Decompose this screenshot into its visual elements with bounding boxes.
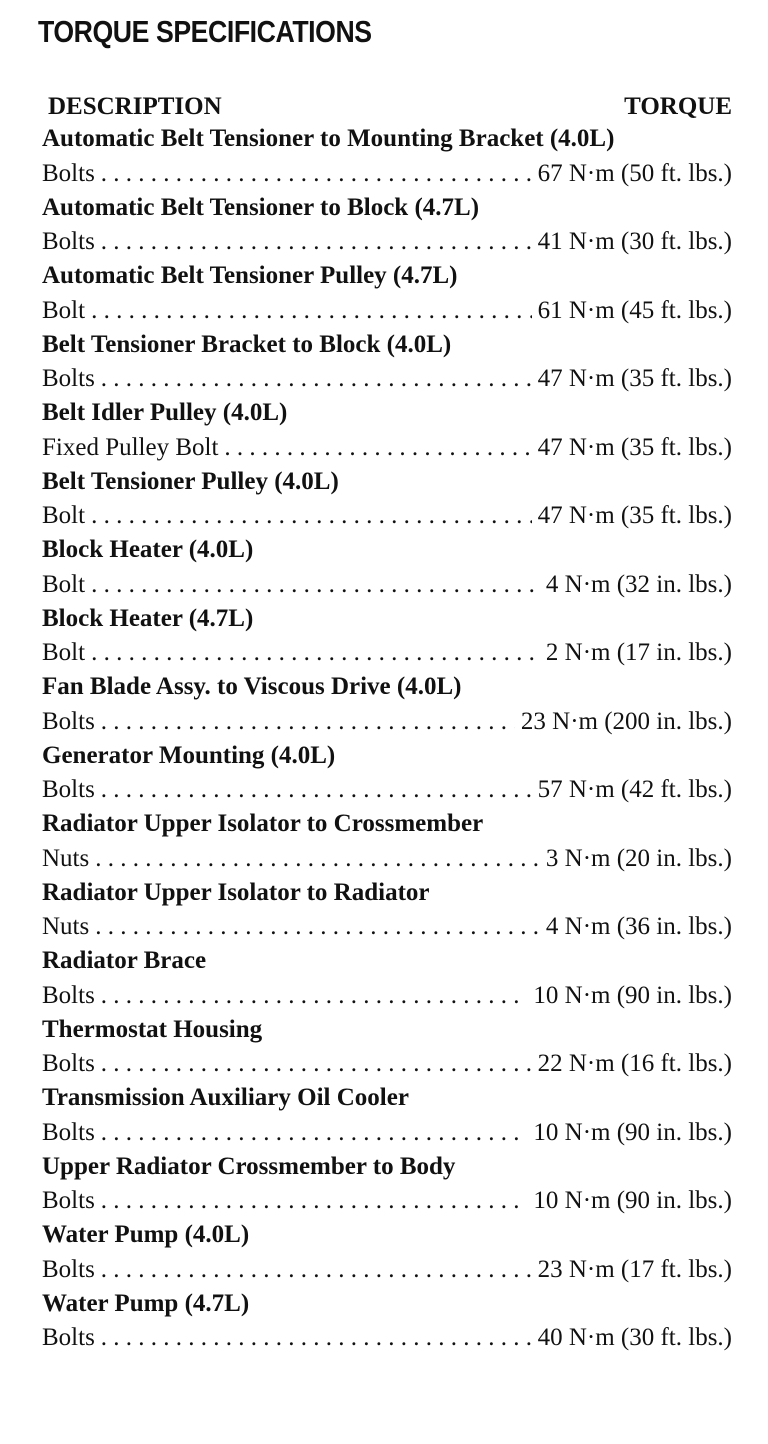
entry-torque-value: 23 N·m (200 in. lbs.) (520, 707, 732, 735)
dot-leader (101, 362, 532, 396)
dot-leader (91, 568, 540, 602)
entry-description: Radiator Upper Isolator to Crossmember (42, 810, 484, 837)
entry-description: Generator Mounting (4.0L) (42, 741, 336, 769)
entry-torque-value: 57 N·m (42 ft. lbs.) (537, 776, 732, 803)
spec-entry (42, 1150, 732, 1219)
entry-value-line (42, 1253, 732, 1287)
entry-value-line (42, 773, 732, 807)
entry-fastener: Bolts (42, 365, 95, 392)
entry-description: Water Pump (4.0L) (42, 1221, 250, 1248)
entry-value-line (42, 362, 732, 396)
spec-entry (42, 1218, 732, 1287)
entry-fastener: Bolt (42, 502, 86, 529)
dot-leader (101, 225, 532, 259)
dot-leader (101, 1116, 528, 1150)
dot-leader (91, 499, 532, 533)
page-title: TORQUE SPECIFICATIONS (38, 14, 372, 49)
entry-value-line (42, 910, 732, 944)
spec-entry (42, 1081, 732, 1150)
entry-fastener: Bolt (42, 639, 86, 666)
table-header (42, 92, 732, 122)
entry-fastener: Bolts (42, 1118, 95, 1146)
entry-value-line (42, 225, 732, 259)
entry-value-line (42, 1047, 732, 1081)
entry-fastener: Bolt (42, 296, 86, 324)
entry-fastener: Bolts (42, 1324, 95, 1351)
entry-description: Transmission Auxiliary Oil Cooler (42, 1084, 409, 1111)
entry-torque-value: 47 N·m (35 ft. lbs.) (537, 433, 732, 461)
spec-entry (42, 191, 732, 260)
spec-entry (42, 944, 732, 1013)
spec-entry (42, 670, 732, 739)
dot-leader (101, 1253, 532, 1287)
entry-value-line (42, 568, 732, 602)
spec-entry (42, 259, 732, 328)
spec-entry (42, 328, 732, 397)
entry-description: Block Heater (4.0L) (42, 536, 254, 563)
entry-torque-value: 10 N·m (90 in. lbs.) (533, 1187, 732, 1214)
entry-value-line (42, 499, 732, 533)
torque-spec-table (42, 92, 732, 1355)
entry-description: Belt Idler Pulley (4.0L) (42, 399, 288, 426)
dot-leader (101, 979, 528, 1013)
spec-entry (42, 122, 732, 191)
entry-description: Radiator Brace (42, 947, 207, 974)
dot-leader (101, 1184, 528, 1218)
dot-leader (95, 842, 540, 876)
entry-description: Automatic Belt Tensioner Pulley (4.7L) (42, 262, 458, 289)
entry-description: Water Pump (4.7L) (42, 1289, 250, 1317)
dot-leader (91, 294, 532, 328)
spec-entry (42, 739, 732, 808)
entry-description: Upper Radiator Crossmember to Body (42, 1152, 456, 1180)
entry-torque-value: 41 N·m (30 ft. lbs.) (537, 228, 732, 255)
entry-fastener: Bolts (42, 776, 95, 803)
entry-description: Radiator Upper Isolator to Radiator (42, 878, 430, 906)
entry-torque-value: 40 N·m (30 ft. lbs.) (537, 1324, 732, 1351)
dot-leader (101, 773, 532, 807)
entry-torque-value: 4 N·m (32 in. lbs.) (545, 570, 732, 598)
entry-torque-value: 47 N·m (35 ft. lbs.) (537, 365, 732, 392)
torque-column-header: TORQUE (624, 93, 732, 120)
entry-value-line (42, 1184, 732, 1218)
entry-value-line (42, 1116, 732, 1150)
entry-value-line (42, 294, 732, 328)
spec-entry (42, 396, 732, 465)
entry-description: Automatic Belt Tensioner to Mounting Bracket (4.0L) (42, 125, 615, 152)
entry-fastener: Bolts (42, 1255, 95, 1283)
entry-fastener: Nuts (42, 844, 90, 872)
spec-entry (42, 1287, 732, 1356)
entry-fastener: Bolts (42, 1050, 95, 1077)
dot-leader (224, 431, 531, 465)
entry-fastener: Bolt (42, 570, 86, 598)
entry-torque-value: 3 N·m (20 in. lbs.) (545, 844, 732, 872)
entry-fastener: Bolts (42, 159, 95, 187)
entry-fastener: Nuts (42, 913, 90, 940)
entry-description: Automatic Belt Tensioner to Block (4.7L) (42, 193, 480, 221)
entry-description: Fan Blade Assy. to Viscous Drive (4.0L) (42, 673, 462, 700)
spec-entry (42, 465, 732, 534)
entry-torque-value: 61 N·m (45 ft. lbs.) (537, 296, 732, 324)
entry-torque-value: 4 N·m (36 in. lbs.) (545, 913, 732, 940)
entry-value-line (42, 157, 732, 191)
entry-value-line (42, 842, 732, 876)
dot-leader (101, 1047, 532, 1081)
dot-leader (101, 1321, 532, 1355)
entry-value-line (42, 1321, 732, 1355)
spec-entry (42, 807, 732, 876)
entry-torque-value: 10 N·m (90 in. lbs.) (533, 981, 732, 1009)
spec-entry (42, 602, 732, 671)
entry-fastener: Bolts (42, 228, 95, 255)
spec-entry (42, 533, 732, 602)
entry-fastener: Bolts (42, 981, 95, 1009)
dot-leader (101, 157, 532, 191)
entry-torque-value: 22 N·m (16 ft. lbs.) (537, 1050, 732, 1077)
entry-torque-value: 47 N·m (35 ft. lbs.) (537, 502, 732, 529)
entry-fastener: Bolts (42, 1187, 95, 1214)
dot-leader (95, 910, 540, 944)
entry-fastener: Bolts (42, 707, 95, 735)
entry-fastener: Fixed Pulley Bolt (42, 433, 219, 461)
entry-value-line (42, 979, 732, 1013)
dot-leader (101, 705, 515, 739)
entry-description: Belt Tensioner Bracket to Block (4.0L) (42, 330, 452, 358)
entry-description: Belt Tensioner Pulley (4.0L) (42, 467, 339, 495)
entry-description: Block Heater (4.7L) (42, 604, 254, 632)
entry-value-line (42, 431, 732, 465)
spec-entry (42, 876, 732, 945)
entry-torque-value: 67 N·m (50 ft. lbs.) (537, 159, 732, 187)
spec-entries (42, 122, 732, 1355)
dot-leader (91, 636, 540, 670)
entry-torque-value: 10 N·m (90 in. lbs.) (533, 1118, 732, 1146)
entry-value-line (42, 705, 732, 739)
entry-value-line (42, 636, 732, 670)
spec-entry (42, 1013, 732, 1082)
description-column-header: DESCRIPTION (48, 93, 222, 120)
entry-torque-value: 2 N·m (17 in. lbs.) (545, 639, 732, 666)
entry-torque-value: 23 N·m (17 ft. lbs.) (537, 1255, 732, 1283)
entry-description: Thermostat Housing (42, 1015, 263, 1043)
